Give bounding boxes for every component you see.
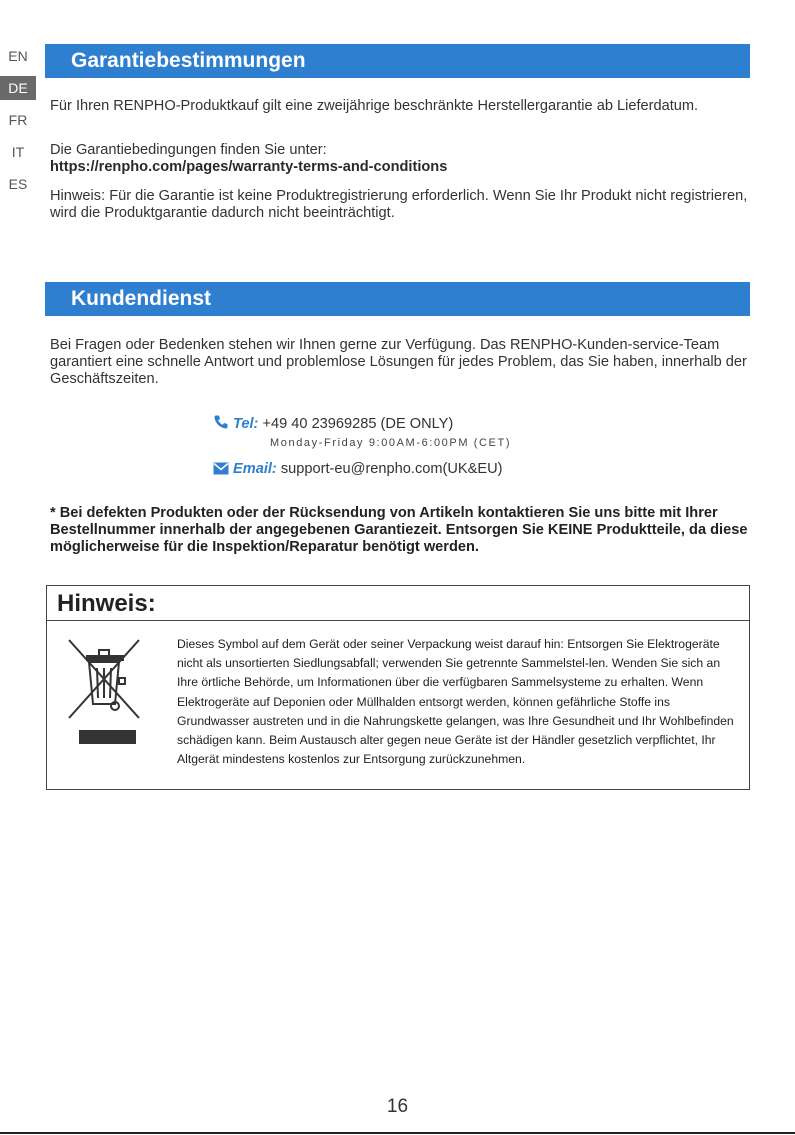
lang-tab-de[interactable]: DE — [0, 76, 36, 100]
email-label: Email: — [233, 461, 277, 477]
mail-icon — [213, 462, 229, 479]
notice-text: Dieses Symbol auf dem Gerät oder seiner Verpackung weist darauf hin: Entsorgen Sie Elektrogeräte nicht als unsortierten Siedlungsabfall; verwenden Sie getrennte Sammelstel-len. Wenden Sie sich an Ihre örtliche Behörde, um Informationen über die verfügbaren Sammelsysteme zu erhalten. Wenn Elektrogeräte auf Deponien oder Müllhalden entsorgt werden, können gefährliche Stoffe ins Grundwasser austreten und in die Nahrungskette gelangen, was Ihre Gesundheit und Ihr Wohlbefinden schädigen kann. Beim Austausch alter gegen neue Geräte ist der Händler gesetzlich verpflichtet, Ihr Altgerät mindestens kostenlos zur Entsorgung zurückzunehmen. — [177, 637, 734, 767]
lang-tab-en[interactable]: EN — [8, 48, 28, 64]
page-number: 16 — [386, 1096, 409, 1117]
email-value[interactable]: support-eu@renpho.com(UK&EU) — [280, 461, 503, 477]
service-heading: Kundendienst — [45, 282, 750, 316]
crossed-bin-icon — [67, 638, 141, 755]
tel-line — [213, 414, 453, 434]
service-hours: Monday-Friday 9:00AM-6:00PM (CET) — [270, 437, 512, 449]
warranty-terms — [50, 142, 750, 176]
service-text: Bei Fragen oder Bedenken stehen wir Ihnen gerne zur Verfügung. Das RENPHO-Kunden-service-Team garantiert eine schnelle Antwort und problemlose Lösungen für jedes Problem, das Sie haben, innerhalb der Geschäftszeiten. — [50, 337, 747, 387]
warranty-note: Hinweis: Für die Garantie ist keine Produktregistrierung erforderlich. Wenn Sie Ihr Produkt nicht registrieren, wird die Produktgarantie dadurch nicht beeinträchtigt. — [50, 188, 748, 221]
notice-title: Hinweis: — [47, 586, 749, 621]
lang-tab-it[interactable]: IT — [11, 144, 25, 160]
bottom-rule — [0, 1132, 795, 1134]
lang-tab-es[interactable]: ES — [8, 176, 28, 192]
email-line — [213, 461, 503, 479]
warranty-heading: Garantiebestimmungen — [45, 44, 750, 78]
phone-icon — [213, 414, 229, 434]
warranty-intro: Für Ihren RENPHO-Produktkauf gilt eine zweijährige beschränkte Herstellergarantie ab Lieferdatum. — [50, 98, 699, 114]
defect-warning: * Bei defekten Produkten oder der Rücksendung von Artikeln kontaktieren Sie uns bitte mit Ihrer Bestellnummer innerhalb der angegebenen Garantiezeit. Entsorgen Sie KEINE Produktteile, da diese möglicherweise für die Inspektion/Reparatur benötigt werden. — [50, 505, 748, 555]
lang-tab-fr[interactable]: FR — [8, 112, 28, 128]
tel-value[interactable]: +49 40 23969285 (DE ONLY) — [262, 416, 454, 432]
terms-label: Die Garantiebedingungen finden Sie unter: — [50, 142, 327, 158]
disposal-notice — [46, 585, 750, 790]
tel-label: Tel: — [233, 416, 259, 432]
terms-link[interactable]: https://renpho.com/pages/warranty-terms-and-conditions — [50, 159, 448, 175]
language-tabs — [0, 44, 36, 204]
